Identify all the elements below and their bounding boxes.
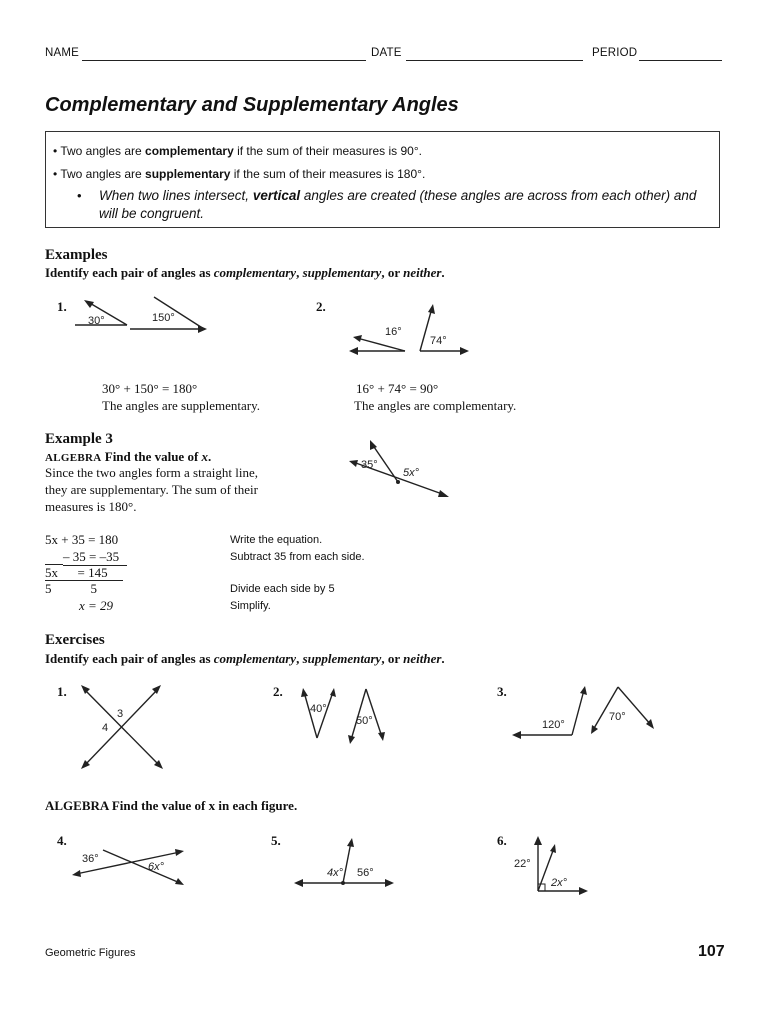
step-equation: 5x + 35 = 180 — [45, 532, 119, 547]
arrowhead — [330, 688, 336, 697]
term-complementary: complementary — [145, 144, 234, 158]
instr-text: Identify each pair of angles as — [45, 265, 214, 280]
bullet-icon: • — [77, 188, 82, 203]
name-field-line[interactable] — [82, 60, 366, 61]
term-vertical: vertical — [252, 188, 301, 203]
step-divide: 5 5 — [45, 581, 97, 596]
page-title: Complementary and Supplementary Angles — [45, 94, 459, 116]
angle-label: 50° — [356, 715, 373, 727]
example-3-prompt — [45, 449, 211, 465]
arrowhead — [84, 300, 94, 308]
date-field-line[interactable] — [406, 60, 583, 61]
step-note: Divide each side by 5 — [230, 583, 335, 595]
arrowhead — [370, 440, 377, 450]
definition-text: Two angles are — [60, 167, 146, 181]
exercise-6-figure — [510, 832, 620, 896]
exercises-instructions — [45, 651, 445, 667]
angle-label: 40° — [310, 703, 327, 715]
instr-term: supplementary — [302, 651, 382, 666]
angle-label: 56° — [357, 867, 374, 879]
exercise-5-number: 5. — [271, 833, 281, 848]
period-field-line[interactable] — [639, 60, 722, 61]
exercise-5-figure — [290, 834, 400, 890]
instr-text: , — [296, 651, 303, 666]
instr-text: , — [296, 265, 303, 280]
arrowhead — [438, 490, 449, 497]
ray — [317, 692, 333, 738]
angle-label: 30° — [88, 315, 105, 327]
example-1-figure — [70, 292, 220, 342]
ray — [343, 842, 351, 883]
angle-label: 3 — [117, 708, 124, 720]
definitions-box — [45, 131, 720, 228]
vertical-definition-cont: will be congruent. — [99, 206, 205, 221]
name-label: NAME — [45, 47, 80, 59]
angle-label: 36° — [82, 853, 99, 865]
exercise-1-figure — [72, 680, 172, 772]
arrowhead — [81, 685, 90, 694]
arrowhead — [385, 879, 394, 887]
examples-heading: Examples — [45, 247, 108, 263]
step-result-text: 5x = 145 — [45, 565, 108, 580]
ray — [593, 687, 618, 730]
angle-label: 150° — [152, 312, 175, 324]
arrowhead — [175, 849, 184, 856]
vertex-point — [396, 480, 400, 484]
arrowhead — [301, 688, 308, 697]
instr-text: . — [441, 265, 445, 280]
exercise-2-figure — [296, 682, 396, 744]
arrowhead — [175, 878, 184, 885]
angle-label: 2x° — [551, 877, 568, 889]
ray — [304, 692, 317, 738]
arrowhead — [353, 335, 362, 342]
arrowhead — [460, 347, 469, 355]
footer-section: Geometric Figures — [45, 947, 136, 959]
example-3-body: Since the two angles form a straight line, — [45, 465, 259, 480]
arrowhead — [347, 838, 354, 847]
arrowhead — [512, 731, 521, 739]
exercise-2-number: 2. — [273, 684, 283, 699]
exercise-1-number: 1. — [57, 684, 67, 699]
ray — [357, 338, 405, 351]
algebra-label: ALGEBRA — [45, 452, 102, 464]
arrowhead — [349, 347, 358, 355]
instr-term: complementary — [213, 651, 297, 666]
ray — [572, 690, 584, 735]
angle-label: 35° — [361, 459, 378, 471]
example-1-number: 1. — [57, 299, 67, 314]
date-label: DATE — [371, 47, 402, 59]
instr-term: complementary — [213, 265, 297, 280]
bullet-icon: • — [53, 167, 58, 181]
example-2-work: 16° + 74° = 90° — [356, 381, 439, 396]
bullet-icon: • — [53, 144, 58, 158]
angle-label: 22° — [514, 858, 531, 870]
arrowhead — [294, 879, 303, 887]
arrowhead — [579, 887, 588, 895]
instr-text: , or — [381, 265, 404, 280]
ray — [366, 689, 382, 737]
step-note: Subtract 35 from each side. — [230, 551, 365, 563]
step-solution: x = 29 — [79, 598, 114, 613]
angle-label: 5x° — [403, 467, 420, 479]
exercise-4-figure — [68, 840, 188, 886]
arrowhead — [348, 735, 355, 744]
arrowhead — [152, 685, 161, 694]
prompt-text: . — [208, 449, 212, 464]
examples-instructions — [45, 265, 445, 281]
step-result — [45, 565, 108, 581]
page-number: 107 — [698, 943, 725, 960]
exercise-3-figure — [508, 680, 658, 746]
step-note: Write the equation. — [230, 534, 323, 546]
arrowhead — [198, 325, 207, 333]
instr-text: , or — [381, 651, 404, 666]
instr-term: neither — [403, 651, 442, 666]
definition-text: When two lines intersect, — [99, 188, 253, 203]
complementary-definition — [53, 144, 422, 158]
example-1-conclusion: The angles are supplementary. — [102, 398, 260, 413]
term-supplementary: supplementary — [145, 167, 231, 181]
angle-label: 16° — [385, 326, 402, 338]
instr-term: neither — [403, 265, 442, 280]
angle-label: 6x° — [148, 861, 165, 873]
example-3-figure — [345, 436, 455, 502]
arrowhead — [580, 686, 587, 695]
example-3-heading: Example 3 — [45, 431, 113, 447]
example-1-work: 30° + 150° = 180° — [102, 381, 198, 396]
vertex-point — [341, 881, 345, 885]
example-3-body: they are supplementary. The sum of their — [45, 482, 258, 497]
instr-term: supplementary — [302, 265, 382, 280]
example-2-number: 2. — [316, 299, 326, 314]
instr-text: . — [441, 651, 445, 666]
period-label: PERIOD — [592, 47, 638, 59]
definition-text: if the sum of their measures is 90°. — [233, 144, 422, 158]
vertical-definition — [99, 188, 696, 203]
example-2-conclusion: The angles are complementary. — [354, 398, 517, 413]
angle-label: 4 — [102, 722, 109, 734]
arrowhead — [349, 460, 358, 467]
algebra-subheading: ALGEBRA Find the value of x in each figure. — [45, 798, 298, 813]
prompt-text: Find the value of — [101, 449, 202, 464]
arrowhead — [378, 732, 385, 741]
angle-label: 120° — [542, 719, 565, 731]
instr-text: Identify each pair of angles as — [45, 651, 214, 666]
arrowhead — [550, 844, 556, 853]
step-note: Simplify. — [230, 600, 271, 612]
exercise-3-number: 3. — [497, 684, 507, 699]
arrowhead — [72, 870, 81, 877]
exercises-heading: Exercises — [45, 632, 105, 648]
angle-label: 70° — [609, 711, 626, 723]
step-subtract: – 35 = –35 — [63, 549, 127, 566]
arrowhead — [428, 304, 435, 314]
exercise-6-number: 6. — [497, 833, 507, 848]
arrowhead — [534, 836, 542, 845]
definition-text: angles are created (these angles are across from each other) and — [300, 188, 697, 203]
example-2-figure — [345, 300, 475, 360]
exercise-4-number: 4. — [57, 833, 67, 848]
definition-text: Two angles are — [60, 144, 146, 158]
supplementary-definition — [53, 167, 425, 181]
example-3-body: measures is 180°. — [45, 499, 137, 514]
angle-label: 4x° — [327, 867, 344, 879]
definition-text: if the sum of their measures is 180°. — [230, 167, 426, 181]
variable: x — [201, 449, 209, 464]
angle-label: 74° — [430, 335, 447, 347]
